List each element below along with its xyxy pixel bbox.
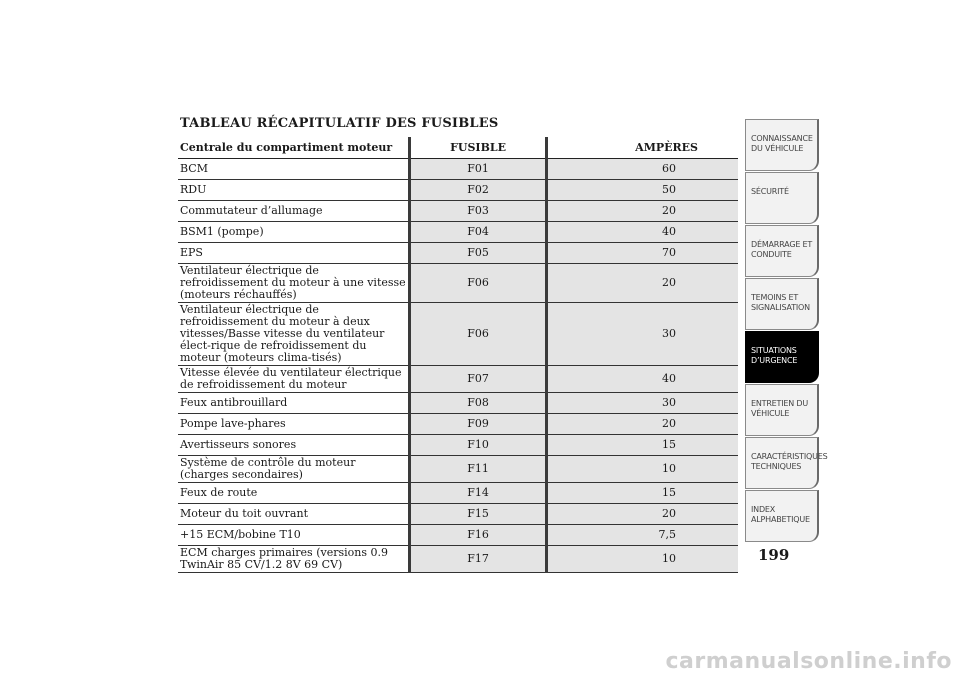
row-amperes: 20 xyxy=(547,264,738,303)
row-description: Moteur du toit ouvrant xyxy=(178,504,409,525)
table-row xyxy=(178,393,738,414)
table-row xyxy=(178,483,738,504)
row-fuse: F05 xyxy=(409,243,546,264)
row-description: BSM1 (pompe) xyxy=(178,222,409,243)
row-amperes: 20 xyxy=(547,414,738,435)
row-amperes: 15 xyxy=(547,435,738,456)
row-description: Commutateur d’allumage xyxy=(178,201,409,222)
table-row xyxy=(178,435,738,456)
row-amperes: 50 xyxy=(547,180,738,201)
table-header-row xyxy=(178,137,738,159)
chapter-sidebar xyxy=(745,119,828,543)
row-fuse: F08 xyxy=(409,393,546,414)
row-fuse: F11 xyxy=(409,456,546,483)
table-row xyxy=(178,180,738,201)
chapter-tab[interactable]: ENTRETIEN DU VÉHICULE xyxy=(745,384,819,436)
row-fuse: F14 xyxy=(409,483,546,504)
fuse-table-body xyxy=(178,159,738,573)
table-row xyxy=(178,222,738,243)
row-amperes: 40 xyxy=(547,222,738,243)
table-row xyxy=(178,456,738,483)
chapter-tab[interactable]: TEMOINS ET SIGNALISATION xyxy=(745,278,819,330)
row-amperes: 40 xyxy=(547,366,738,393)
row-description: BCM xyxy=(178,159,409,180)
table-row xyxy=(178,264,738,303)
row-amperes: 10 xyxy=(547,456,738,483)
row-amperes: 15 xyxy=(547,483,738,504)
header-fuse: FUSIBLE xyxy=(409,137,546,159)
row-fuse: F09 xyxy=(409,414,546,435)
row-amperes: 60 xyxy=(547,159,738,180)
header-amperes: AMPÈRES xyxy=(547,137,738,159)
row-amperes: 10 xyxy=(547,546,738,573)
row-amperes: 20 xyxy=(547,504,738,525)
table-row xyxy=(178,414,738,435)
row-description: Avertisseurs sonores xyxy=(178,435,409,456)
row-amperes: 20 xyxy=(547,201,738,222)
row-fuse: F01 xyxy=(409,159,546,180)
page-number: 199 xyxy=(758,546,790,564)
row-description: RDU xyxy=(178,180,409,201)
chapter-tab[interactable]: CONNAISSANCE DU VÉHICULE xyxy=(745,119,819,171)
chapter-tab[interactable]: SITUATIONS D’URGENCE xyxy=(745,331,819,383)
row-fuse: F17 xyxy=(409,546,546,573)
row-amperes: 30 xyxy=(547,393,738,414)
row-fuse: F16 xyxy=(409,525,546,546)
chapter-tab[interactable]: DÉMARRAGE ET CONDUITE xyxy=(745,225,819,277)
row-fuse: F06 xyxy=(409,264,546,303)
table-row xyxy=(178,366,738,393)
row-fuse: F04 xyxy=(409,222,546,243)
row-fuse: F10 xyxy=(409,435,546,456)
row-description: Feux de route xyxy=(178,483,409,504)
watermark: carmanualsonline.info xyxy=(665,649,952,674)
row-description: +15 ECM/bobine T10 xyxy=(178,525,409,546)
row-amperes: 30 xyxy=(547,303,738,366)
row-description: Vitesse élevée du ventilateur électrique de refroidissement du moteur xyxy=(178,366,409,393)
table-row xyxy=(178,504,738,525)
table-row xyxy=(178,303,738,366)
row-description: Système de contrôle du moteur (charges secondaires) xyxy=(178,456,409,483)
row-description: ECM charges primaires (versions 0.9 TwinAir 85 CV/1.2 8V 69 CV) xyxy=(178,546,409,573)
page-title: TABLEAU RÉCAPITULATIF DES FUSIBLES xyxy=(180,116,499,131)
row-amperes: 7,5 xyxy=(547,525,738,546)
table-row xyxy=(178,243,738,264)
row-fuse: F03 xyxy=(409,201,546,222)
table-row xyxy=(178,201,738,222)
row-description: Feux antibrouillard xyxy=(178,393,409,414)
row-amperes: 70 xyxy=(547,243,738,264)
row-description: Pompe lave-phares xyxy=(178,414,409,435)
chapter-tab[interactable]: INDEX ALPHABETIQUE xyxy=(745,490,819,542)
table-row xyxy=(178,546,738,573)
row-fuse: F06 xyxy=(409,303,546,366)
chapter-tab[interactable]: CARACTÉRISTIQUES TECHNIQUES xyxy=(745,437,819,489)
row-fuse: F07 xyxy=(409,366,546,393)
chapter-tab[interactable]: SÉCURITÉ xyxy=(745,172,819,224)
table-row xyxy=(178,159,738,180)
row-description: Ventilateur électrique de refroidissement du moteur à une vitesse (moteurs réchauffés) xyxy=(178,264,409,303)
row-description: EPS xyxy=(178,243,409,264)
row-description: Ventilateur électrique de refroidissement du moteur à deux vitesses/Basse vitesse du ventilateur élect-rique de refroidissement du moteur (moteurs clima-tisés) xyxy=(178,303,409,366)
row-fuse: F02 xyxy=(409,180,546,201)
row-fuse: F15 xyxy=(409,504,546,525)
table-row xyxy=(178,525,738,546)
header-location: Centrale du compartiment moteur xyxy=(178,137,409,159)
fuse-table xyxy=(178,137,738,573)
